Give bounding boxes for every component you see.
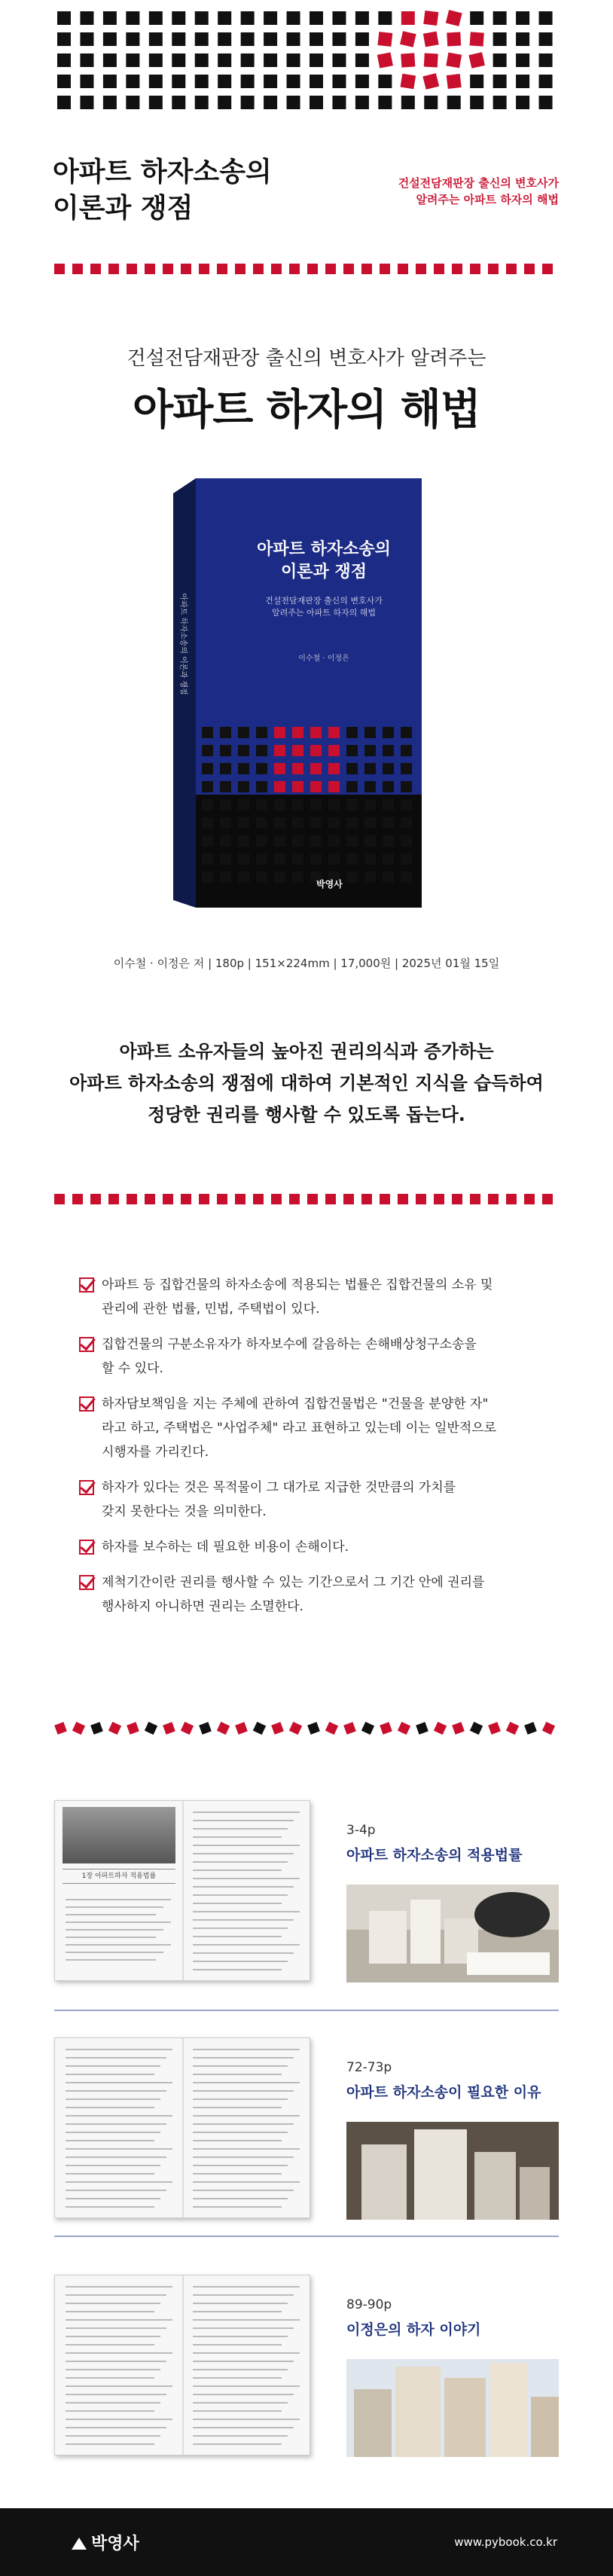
- preview-pages: 3-4p: [346, 1823, 376, 1838]
- section-divider: [54, 2010, 559, 2011]
- key-point-line: 아파트 등 집합건물의 하자소송에 적용되는 법률은 집합건물의 소유 및: [102, 1277, 493, 1293]
- publisher-logo-text: 박영사: [91, 2535, 139, 2553]
- key-point-line: 하자가 있다는 것은 목적물이 그 대가로 지급한 것만큼의 가치를: [102, 1480, 456, 1495]
- key-point-line: 하자담보책임을 지는 주체에 관하여 집합건물법은 "건물을 분양한 자": [102, 1396, 489, 1412]
- checkbox-checked-icon: [79, 1540, 94, 1555]
- preview-pages: 89-90p: [346, 2297, 392, 2312]
- book-cover-title: [241, 539, 407, 584]
- preview-item: [54, 2275, 559, 2471]
- book-cover-subtitle: [241, 595, 407, 619]
- book-description: [30, 1036, 583, 1131]
- hero-tagline: 건설전담재판장 출신의 변호사가 알려주는: [127, 347, 486, 370]
- key-point-line: 제척기간이란 권리를 행사할 수 있는 기간으로서 그 기간 안에 권리를: [102, 1575, 485, 1590]
- header-title-line: 아파트 하자소송의: [53, 157, 272, 188]
- book-spread-preview: [54, 1800, 310, 1981]
- book-cover-authors: 이수철 · 이정은: [298, 655, 349, 663]
- left-page: [55, 1801, 182, 1980]
- header-title-line: 이론과 쟁점: [53, 193, 194, 224]
- header-subtitle-line: 건설전담재판장 출신의 변호사가: [398, 176, 559, 190]
- section-divider: [54, 2236, 559, 2237]
- key-point-item: [79, 1476, 546, 1524]
- book-info: 이수철 · 이정은 저 | 180p | 151×224mm | 17,000원 | 2025년 01월 15일: [113, 957, 500, 970]
- key-points-list: [79, 1273, 546, 1630]
- right-page: [182, 2275, 310, 2455]
- book-spread-preview: [54, 2037, 310, 2218]
- key-point-line: 행사하지 아니하면 권리는 소멸한다.: [102, 1599, 303, 1614]
- book-cover-title-line: 아파트 하자소송의: [257, 540, 391, 559]
- key-point-item: [79, 1570, 546, 1619]
- book-cover-title-line: 이론과 쟁점: [281, 563, 367, 581]
- preview-title: 아파트 하자소송이 필요한 이유: [346, 2084, 541, 2101]
- preview-photo: [346, 1885, 559, 1982]
- header-title: [53, 154, 309, 227]
- key-point-line: 할 수 있다.: [102, 1361, 163, 1376]
- book-spread-preview: [54, 2275, 310, 2455]
- red-square-divider: [54, 1721, 559, 1736]
- description-line: 정당한 권리를 행사할 수 있도록 돕는다.: [148, 1104, 465, 1125]
- checkbox-checked-icon: [79, 1277, 94, 1293]
- description-line: 아파트 소유자들의 높아진 권리의식과 증가하는: [119, 1041, 494, 1062]
- key-point-item: [79, 1273, 546, 1321]
- preview-item: [54, 2037, 559, 2233]
- header-subtitle-line: 알려주는 아파트 하자의 해법: [416, 193, 559, 206]
- header-subtitle: [355, 175, 559, 208]
- key-point-line: 시행자를 가리킨다.: [102, 1445, 209, 1460]
- preview-item: [54, 1800, 559, 1996]
- right-page: [182, 2038, 310, 2217]
- key-point-line: 관리에 관한 법률, 민법, 주택법이 있다.: [102, 1302, 320, 1317]
- key-point-item: [79, 1535, 546, 1559]
- key-point-line: 갖지 못한다는 것을 의미한다.: [102, 1504, 267, 1519]
- key-point-line: 집합건물의 구분소유자가 하자보수에 갈음하는 손해배상청구소송을: [102, 1337, 477, 1352]
- publisher-logo[interactable]: [72, 2531, 139, 2554]
- preview-title: 아파트 하자소송의 적용법률: [346, 1847, 523, 1863]
- book-cover-subtitle-line: 건설전담재판장 출신의 변호사가: [265, 596, 383, 606]
- left-page: [55, 2275, 182, 2455]
- book-spine-text: 아파트 하자소송의 이론과 쟁점: [178, 593, 188, 695]
- chapter-heading: 1장 아파트하자 적용법률: [63, 1869, 175, 1884]
- logo-mark-icon: [72, 2538, 87, 2550]
- checkbox-checked-icon: [79, 1575, 94, 1590]
- key-point-line: 하자를 보수하는 데 필요한 비용이 손해이다.: [102, 1540, 349, 1555]
- red-dash-divider: [54, 1194, 559, 1204]
- key-point-item: [79, 1392, 546, 1464]
- checkbox-checked-icon: [79, 1337, 94, 1352]
- red-dash-divider: [54, 264, 559, 274]
- left-page: [55, 2038, 182, 2217]
- description-line: 아파트 하자소송의 쟁점에 대하여 기본적인 지식을 습득하여: [69, 1073, 544, 1094]
- right-page: [182, 1801, 310, 1980]
- preview-photo: [346, 2359, 559, 2457]
- publisher-url-link[interactable]: www.pybook.co.kr: [454, 2535, 557, 2549]
- key-point-line: 라고 하고, 주택법은 "사업주체" 라고 표현하고 있는데 이는 일반적으로: [102, 1421, 497, 1436]
- checkbox-checked-icon: [79, 1396, 94, 1412]
- key-point-item: [79, 1332, 546, 1381]
- checkbox-checked-icon: [79, 1480, 94, 1495]
- book-publisher-logo: 박영사: [316, 879, 343, 890]
- decorative-square-pattern: [54, 8, 559, 113]
- preview-photo: [346, 2122, 559, 2220]
- preview-pages: 72-73p: [346, 2060, 392, 2075]
- book-cover-subtitle-line: 알려주는 아파트 하자의 해법: [271, 608, 376, 618]
- chapter-image: [63, 1807, 175, 1863]
- preview-title: 이정은의 하자 이야기: [346, 2321, 481, 2338]
- book-cover: [173, 478, 429, 908]
- hero-title: 아파트 하자의 해법: [133, 386, 480, 435]
